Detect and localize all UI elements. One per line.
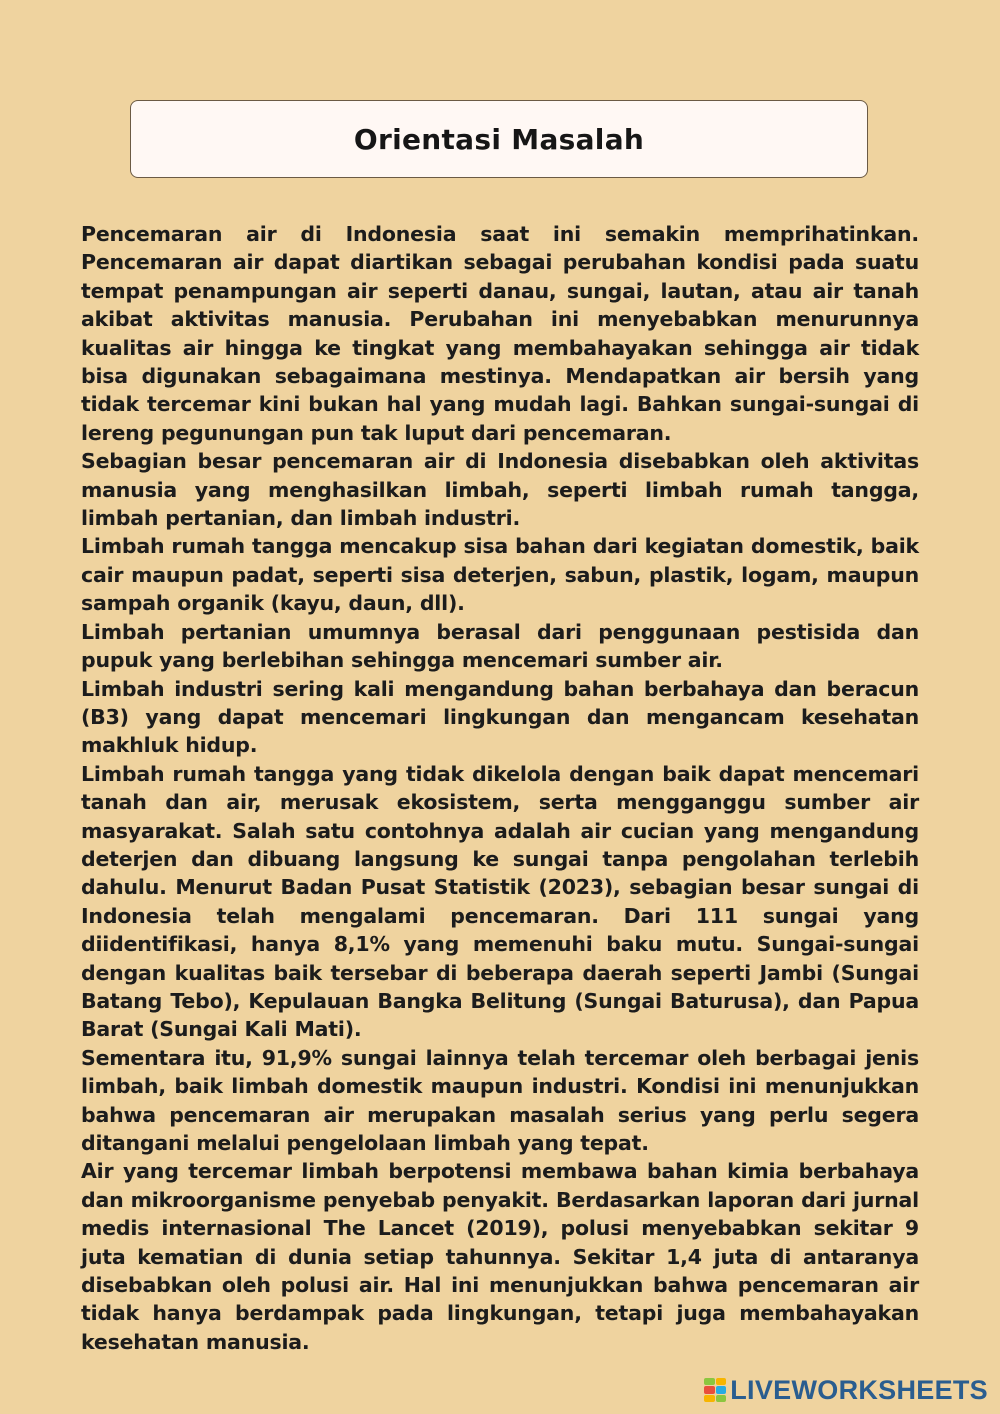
paragraph: Pencemaran air di Indonesia saat ini semakin memprihatinkan. Pencemaran air dapat diartikan sebagai perubahan kondisi pada suatu tempat penampungan air seperti danau, sungai, lautan, atau air tanah akibat aktivitas manusia. Perubahan ini menyebabkan menurunnya kualitas air hingga ke tingkat yang membahayakan sehingga air tidak bisa digunakan sebagaimana mestinya. Mendapatkan air bersih yang tidak tercemar kini bukan hal yang mudah lagi. Bahkan sungai-sungai di lereng pegunungan pun tak luput dari pencemaran.	[81, 222, 919, 445]
paragraph: Limbah pertanian umumnya berasal dari penggunaan pestisida dan pupuk yang berlebihan sehingga mencemari sumber air.	[81, 619, 919, 673]
brand-name: LIVEWORKSHEETS	[730, 1374, 988, 1405]
paragraph: Sementara itu, 91,9% sungai lainnya telah tercemar oleh berbagai jenis limbah, baik limbah domestik maupun industri. Kondisi ini menunjukkan bahwa pencemaran air merupakan masalah serius yang perlu segera ditangani melalui pengelolaan limbah yang tepat.	[81, 1045, 919, 1155]
paragraph: Sebagian besar pencemaran air di Indonesia disebabkan oleh aktivitas manusia yang menghasilkan limbah, seperti limbah rumah tangga, limbah pertanian, dan limbah industri.	[81, 449, 919, 531]
paragraph: Limbah rumah tangga mencakup sisa bahan dari kegiatan domestik, baik cair maupun padat, seperti sisa deterjen, sabun, plastik, logam, maupun sampah organik (kayu, daun, dll).	[81, 534, 919, 616]
liveworksheets-logo-icon	[704, 1378, 726, 1402]
liveworksheets-branding[interactable]	[704, 1376, 988, 1404]
title-box	[130, 100, 868, 178]
article-body	[81, 220, 919, 1356]
paragraph: Limbah industri sering kali mengandung bahan berbahaya dan beracun (B3) yang dapat mencemari lingkungan dan mengancam kesehatan makhluk hidup.	[81, 676, 919, 758]
page-title: Orientasi Masalah	[353, 122, 645, 156]
paragraph: Air yang tercemar limbah berpotensi membawa bahan kimia berbahaya dan mikroorganisme penyebab penyakit. Berdasarkan laporan dari jurnal medis internasional The Lancet (2019), polusi menyebabkan sekitar 9 juta kematian di dunia setiap tahunnya. Sekitar 1,4 juta di antaranya disebabkan oleh polusi air. Hal ini menunjukkan bahwa pencemaran air tidak hanya berdampak pada lingkungan, tetapi juga membahayakan kesehatan manusia.	[81, 1159, 919, 1354]
paragraph: Limbah rumah tangga yang tidak dikelola dengan baik dapat mencemari tanah dan air, merusak ekosistem, serta mengganggu sumber air masyarakat. Salah satu contohnya adalah air cucian yang mengandung deterjen dan dibuang langsung ke sungai tanpa pengolahan terlebih dahulu. Menurut Badan Pusat Statistik (2023), sebagian besar sungai di Indonesia telah mengalami pencemaran. Dari 111 sungai yang diidentifikasi, hanya 8,1% yang memenuhi baku mutu. Sungai-sungai dengan kualitas baik tersebar di beberapa daerah seperti Jambi (Sungai Batang Tebo), Kepulauan Bangka Belitung (Sungai Baturusa), dan Papua Barat (Sungai Kali Mati).	[81, 761, 919, 1042]
